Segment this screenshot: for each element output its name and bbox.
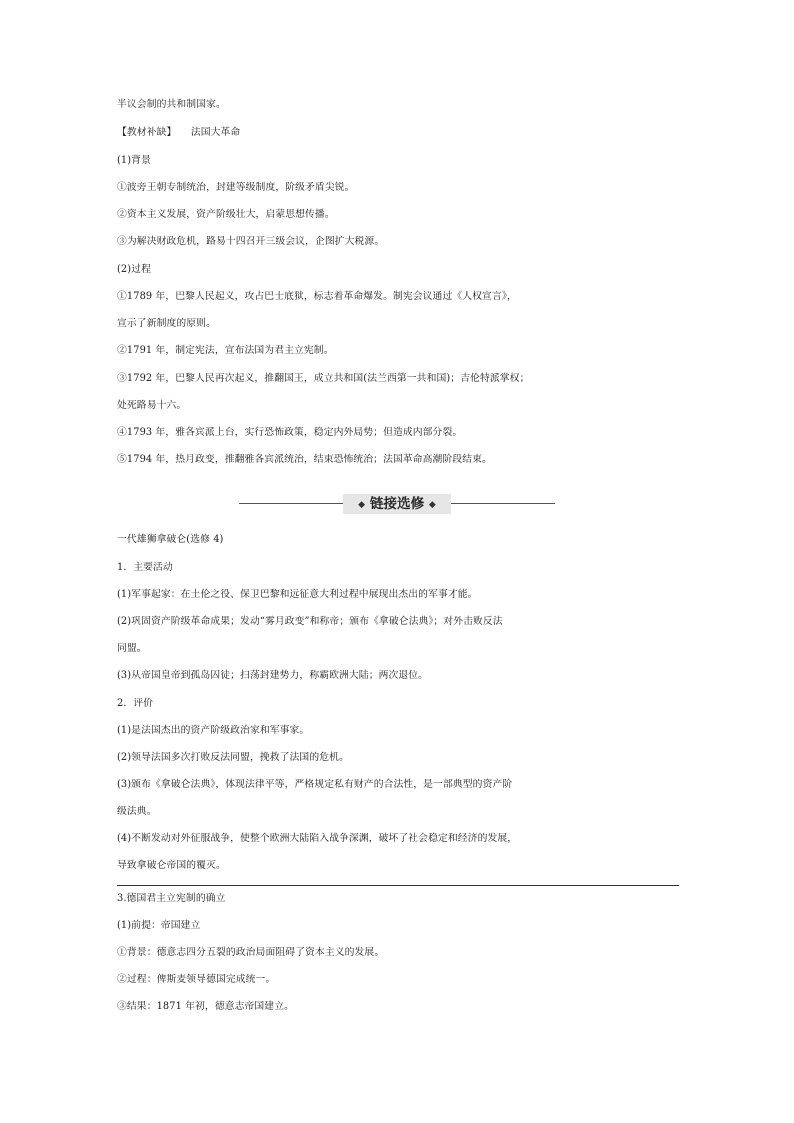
process-item-4: ④1793 年，雅各宾派上台，实行恐怖政策，稳定内外局势；但造成内部分裂。: [117, 427, 463, 438]
activities-heading: 1．主要活动: [117, 562, 173, 573]
elective-divider: [239, 494, 555, 514]
supplement-heading: [117, 124, 687, 142]
section-tail-text: 半议会制的共和制国家。: [117, 99, 226, 110]
diamond-icon: ◆: [428, 500, 436, 510]
evaluation-4-line-2: 导致拿破仑帝国的覆灭。: [117, 860, 226, 871]
divider-right-line: [451, 503, 555, 504]
process-item-2: ②1791 年，制定宪法，宣布法国为君主立宪制。: [117, 345, 334, 356]
activity-3: (3)从帝国皇帝到孤岛囚徒；扫荡封建势力，称霸欧洲大陆；两次退位。: [117, 670, 429, 681]
divider-label-box: [343, 494, 451, 514]
evaluation-3-line-1: (3)颁布《拿破仑法典》，体现法律平等，严格规定私有财产的合法性，是一部典型的资产阶: [117, 779, 513, 790]
germany-background: ①背景：德意志四分五裂的政治局面阻碍了资本主义的发展。: [117, 947, 385, 958]
section-rule: [117, 885, 679, 886]
germany-process: ②过程：俾斯麦领导德国完成统一。: [117, 974, 276, 985]
background-item: ③为解决财政危机，路易十四召开三级会议，企图扩大税源。: [117, 236, 385, 247]
germany-title: 3.德国君主立宪制的确立: [117, 893, 226, 904]
supplement-tag: 【教材补缺】: [117, 127, 177, 138]
evaluation-1: (1)是法国杰出的资产阶级政治家和军事家。: [117, 725, 310, 736]
germany-premise-heading: (1)前提：帝国建立: [117, 920, 201, 931]
elective-title: 一代雄狮拿破仑(选修 4): [117, 534, 224, 545]
process-item-3-line-2: 处死路易十六。: [117, 400, 187, 411]
divider-label: 链接选修: [369, 496, 425, 512]
supplement-title: 法国大革命: [190, 127, 241, 138]
evaluation-2: (2)领导法国多次打败反法同盟，挽救了法国的危机。: [117, 752, 349, 763]
process-item-1-line-2: 宣示了新制度的原则。: [117, 318, 216, 329]
background-item: ①波旁王朝专制统治，封建等级制度，阶级矛盾尖锐。: [117, 182, 355, 193]
divider-left-line: [239, 503, 343, 504]
evaluation-heading: 2．评价: [117, 698, 154, 709]
activity-1: (1)军事起家：在土伦之役、保卫巴黎和远征意大利过程中展现出杰出的军事才能。: [117, 589, 478, 600]
process-item-3-line-1: ③1792 年，巴黎人民再次起义，推翻国王，成立共和国(法兰西第一共和国)；吉伦特派掌权；: [117, 373, 530, 384]
evaluation-4-line-1: (4)不断发动对外征服战争，使整个欧洲大陆陷入战争深渊，破坏了社会稳定和经济的发展，: [117, 833, 518, 844]
background-heading: (1)背景: [117, 155, 151, 166]
diamond-icon: ◆: [358, 500, 366, 510]
germany-result: ③结果：1871 年初，德意志帝国建立。: [117, 1001, 294, 1012]
process-heading: (2)过程: [117, 264, 151, 275]
evaluation-3-line-2: 级法典。: [117, 806, 157, 817]
background-item: ②资本主义发展，资产阶级壮大，启蒙思想传播。: [117, 209, 335, 220]
process-item-5: ⑤1794 年，热月政变，推翻雅各宾派统治，结束恐怖统治；法国革命高潮阶段结束。: [117, 454, 492, 465]
activity-2-line-2: 同盟。: [117, 643, 147, 654]
process-item-1-line-1: ①1789 年，巴黎人民起义，攻占巴士底狱，标志着革命爆发。制宪会议通过《人权宣言》，: [117, 291, 517, 302]
activity-2-line-1: (2)巩固资产阶级革命成果；发动“雾月政变”和称帝；颁布《拿破仑法典》；对外击败反法: [117, 616, 503, 627]
